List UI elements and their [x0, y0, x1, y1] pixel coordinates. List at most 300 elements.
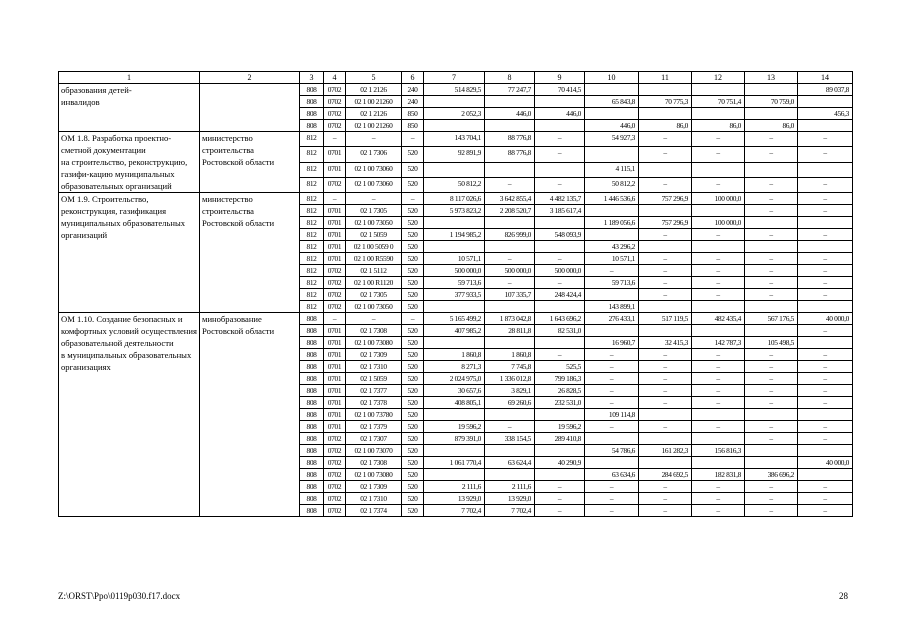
year-2016-cell — [585, 289, 639, 301]
total-value-cell: 92 891,9 — [424, 147, 485, 162]
total-value-cell — [424, 409, 485, 421]
grbs-code-cell: 808 — [300, 481, 324, 493]
target-code-cell: 02 1 00 73080 — [346, 469, 402, 481]
grbs-code-cell: 808 — [300, 349, 324, 361]
year-2017-cell: 757 296,9 — [639, 217, 692, 229]
target-code-cell: 02 1 7307 — [346, 433, 402, 445]
section-code-cell: 0701 — [324, 205, 346, 217]
column-number: 11 — [639, 72, 692, 84]
year-2018-cell: 142 787,3 — [692, 337, 745, 349]
year-2020-cell: – — [798, 397, 853, 409]
year-2016-cell: 54 927,3 — [585, 132, 639, 147]
year-2014-cell: 77 247,7 — [485, 84, 535, 96]
target-code-cell: – — [346, 193, 402, 205]
expense-type-cell: 240 — [402, 84, 424, 96]
year-2019-cell: 567 176,5 — [745, 313, 798, 325]
year-2017-cell: – — [639, 361, 692, 373]
year-2018-cell: – — [692, 481, 745, 493]
table-row — [59, 313, 853, 325]
year-2015-cell: 3 185 617,4 — [535, 205, 585, 217]
expense-type-cell: 520 — [402, 265, 424, 277]
section-code-cell: 0701 — [324, 253, 346, 265]
year-2015-cell: 446,0 — [535, 108, 585, 120]
grbs-code-cell: 808 — [300, 96, 324, 108]
year-2014-cell: 826 999,0 — [485, 229, 535, 241]
grbs-code-cell: 812 — [300, 217, 324, 229]
year-2016-cell: 1 446 536,6 — [585, 193, 639, 205]
section-code-cell: 0701 — [324, 421, 346, 433]
year-2015-cell: 82 531,0 — [535, 325, 585, 337]
responsible-org-cell: министерство строительства Ростовской области — [200, 132, 300, 193]
grbs-code-cell: 808 — [300, 409, 324, 421]
year-2020-cell — [798, 217, 853, 229]
year-2016-cell — [585, 84, 639, 96]
year-2019-cell: – — [745, 505, 798, 517]
section-code-cell: 0702 — [324, 457, 346, 469]
year-2020-cell: – — [798, 193, 853, 205]
section-code-cell: 0701 — [324, 217, 346, 229]
table-row — [59, 84, 853, 96]
year-2014-cell: 7 702,4 — [485, 505, 535, 517]
year-2015-cell: 70 414,5 — [535, 84, 585, 96]
target-code-cell: 02 1 00 73050 — [346, 217, 402, 229]
year-2015-cell: 289 410,8 — [535, 433, 585, 445]
year-2018-cell: – — [692, 177, 745, 192]
year-2019-cell: – — [745, 481, 798, 493]
year-2017-cell — [639, 162, 692, 177]
year-2019-cell: – — [745, 397, 798, 409]
section-code-cell: 0702 — [324, 265, 346, 277]
budget-table — [58, 71, 853, 517]
year-2019-cell: – — [745, 493, 798, 505]
total-value-cell: 1 061 770,4 — [424, 457, 485, 469]
page-number: 28 — [839, 591, 848, 601]
target-code-cell: 02 1 7378 — [346, 397, 402, 409]
year-2016-cell: 446,0 — [585, 120, 639, 132]
year-2019-cell: – — [745, 289, 798, 301]
expense-type-cell: 520 — [402, 277, 424, 289]
year-2017-cell — [639, 409, 692, 421]
year-2016-cell: – — [585, 421, 639, 433]
year-2020-cell: – — [798, 325, 853, 337]
grbs-code-cell: 808 — [300, 445, 324, 457]
year-2020-cell: – — [798, 177, 853, 192]
total-value-cell: 59 713,6 — [424, 277, 485, 289]
section-code-cell: 0702 — [324, 469, 346, 481]
year-2014-cell — [485, 96, 535, 108]
year-2015-cell: 40 290,9 — [535, 457, 585, 469]
year-2020-cell: – — [798, 481, 853, 493]
section-code-cell: 0702 — [324, 433, 346, 445]
year-2020-cell: 89 037,8 — [798, 84, 853, 96]
year-2014-cell: 1 860,8 — [485, 349, 535, 361]
year-2016-cell — [585, 205, 639, 217]
section-code-cell: 0701 — [324, 325, 346, 337]
year-2015-cell — [535, 409, 585, 421]
year-2019-cell: – — [745, 433, 798, 445]
year-2016-cell: 276 433,1 — [585, 313, 639, 325]
target-code-cell: 02 1 7305 — [346, 289, 402, 301]
year-2014-cell: 3 642 855,4 — [485, 193, 535, 205]
expense-type-cell: – — [402, 132, 424, 147]
year-2020-cell — [798, 337, 853, 349]
total-value-cell: 30 657,6 — [424, 385, 485, 397]
section-code-cell: 0701 — [324, 349, 346, 361]
year-2020-cell: 456,3 — [798, 108, 853, 120]
year-2017-cell: – — [639, 132, 692, 147]
grbs-code-cell: 808 — [300, 361, 324, 373]
year-2015-cell: – — [535, 505, 585, 517]
year-2020-cell: – — [798, 132, 853, 147]
year-2017-cell: – — [639, 421, 692, 433]
year-2020-cell: – — [798, 505, 853, 517]
year-2016-cell: – — [585, 505, 639, 517]
year-2015-cell: – — [535, 277, 585, 289]
year-2019-cell — [745, 84, 798, 96]
year-2015-cell: – — [535, 253, 585, 265]
total-value-cell: 1 194 985,2 — [424, 229, 485, 241]
column-number: 10 — [585, 72, 639, 84]
section-code-cell: 0702 — [324, 84, 346, 96]
expense-type-cell: 520 — [402, 241, 424, 253]
target-code-cell: 02 1 7306 — [346, 147, 402, 162]
total-value-cell: 879 391,0 — [424, 433, 485, 445]
target-code-cell: 02 1 7308 — [346, 325, 402, 337]
year-2015-cell: 19 596,2 — [535, 421, 585, 433]
year-2020-cell — [798, 96, 853, 108]
column-number: 13 — [745, 72, 798, 84]
year-2020-cell: – — [798, 421, 853, 433]
total-value-cell: 8 117 026,6 — [424, 193, 485, 205]
column-number: 7 — [424, 72, 485, 84]
year-2014-cell: 338 154,5 — [485, 433, 535, 445]
section-code-cell: – — [324, 193, 346, 205]
year-2016-cell: – — [585, 385, 639, 397]
grbs-code-cell: 812 — [300, 147, 324, 162]
grbs-code-cell: 812 — [300, 229, 324, 241]
year-2015-cell — [535, 337, 585, 349]
year-2017-cell — [639, 84, 692, 96]
expense-type-cell: 520 — [402, 177, 424, 192]
year-2019-cell: – — [745, 349, 798, 361]
year-2018-cell: 482 435,4 — [692, 313, 745, 325]
total-value-cell — [424, 241, 485, 253]
total-value-cell: 377 933,5 — [424, 289, 485, 301]
year-2015-cell — [535, 120, 585, 132]
year-2015-cell — [535, 445, 585, 457]
year-2018-cell — [692, 162, 745, 177]
total-value-cell — [424, 96, 485, 108]
expense-type-cell: 520 — [402, 361, 424, 373]
year-2015-cell — [535, 217, 585, 229]
year-2020-cell — [798, 445, 853, 457]
expense-type-cell: 520 — [402, 469, 424, 481]
total-value-cell: 514 829,5 — [424, 84, 485, 96]
table-body — [59, 72, 853, 517]
total-value-cell: 2 052,3 — [424, 108, 485, 120]
year-2016-cell: – — [585, 265, 639, 277]
target-code-cell: 02 1 00 73060 — [346, 162, 402, 177]
expense-type-cell: 520 — [402, 385, 424, 397]
year-2018-cell: 182 831,8 — [692, 469, 745, 481]
year-2019-cell: – — [745, 147, 798, 162]
expense-type-cell: 520 — [402, 349, 424, 361]
responsible-org-cell — [200, 84, 300, 132]
year-2016-cell — [585, 229, 639, 241]
total-value-cell: 1 860,8 — [424, 349, 485, 361]
expense-type-cell: 520 — [402, 217, 424, 229]
target-code-cell: 02 1 7308 — [346, 457, 402, 469]
year-2018-cell: 156 816,3 — [692, 445, 745, 457]
column-number: 4 — [324, 72, 346, 84]
section-code-cell: 0701 — [324, 162, 346, 177]
target-code-cell: – — [346, 313, 402, 325]
grbs-code-cell: 808 — [300, 421, 324, 433]
year-2014-cell: 69 260,6 — [485, 397, 535, 409]
year-2017-cell: – — [639, 147, 692, 162]
expense-type-cell: 520 — [402, 433, 424, 445]
responsible-org-cell: министерство строительства Ростовской области — [200, 193, 300, 313]
year-2016-cell: 43 296,2 — [585, 241, 639, 253]
target-code-cell: 02 1 7309 — [346, 349, 402, 361]
grbs-code-cell: 812 — [300, 301, 324, 313]
section-code-cell: 0702 — [324, 505, 346, 517]
expense-type-cell: 520 — [402, 409, 424, 421]
year-2015-cell — [535, 469, 585, 481]
grbs-code-cell: 808 — [300, 373, 324, 385]
year-2016-cell: – — [585, 361, 639, 373]
year-2019-cell — [745, 409, 798, 421]
grbs-code-cell: 808 — [300, 385, 324, 397]
year-2017-cell — [639, 108, 692, 120]
year-2017-cell: 161 282,3 — [639, 445, 692, 457]
table-row — [59, 193, 853, 205]
year-2020-cell — [798, 241, 853, 253]
year-2014-cell: – — [485, 253, 535, 265]
section-code-cell: 0701 — [324, 409, 346, 421]
section-code-cell: 0702 — [324, 108, 346, 120]
year-2015-cell: 548 093,9 — [535, 229, 585, 241]
activity-name-cell: образования детей- инвалидов — [59, 84, 200, 132]
year-2019-cell: – — [745, 385, 798, 397]
section-code-cell: 0702 — [324, 289, 346, 301]
year-2014-cell: 28 811,8 — [485, 325, 535, 337]
year-2017-cell: – — [639, 373, 692, 385]
year-2020-cell — [798, 469, 853, 481]
year-2020-cell: – — [798, 265, 853, 277]
year-2016-cell — [585, 457, 639, 469]
activity-name-cell: ОМ 1.8. Разработка проектно-сметной документации на строительство, реконструкцию, газифи-кацию муниципальных образовательных организаций — [59, 132, 200, 193]
year-2018-cell: – — [692, 505, 745, 517]
year-2015-cell: 799 186,3 — [535, 373, 585, 385]
year-2017-cell — [639, 325, 692, 337]
year-2014-cell — [485, 301, 535, 313]
target-code-cell: 02 1 7309 — [346, 481, 402, 493]
grbs-code-cell: 812 — [300, 162, 324, 177]
target-code-cell: 02 1 00 73070 — [346, 445, 402, 457]
year-2019-cell: – — [745, 277, 798, 289]
year-2016-cell: – — [585, 481, 639, 493]
year-2018-cell: – — [692, 373, 745, 385]
year-2018-cell: – — [692, 277, 745, 289]
year-2017-cell: 284 692,5 — [639, 469, 692, 481]
year-2017-cell: – — [639, 277, 692, 289]
year-2016-cell: – — [585, 397, 639, 409]
grbs-code-cell: 808 — [300, 433, 324, 445]
year-2016-cell: 4 115,1 — [585, 162, 639, 177]
total-value-cell: 8 271,3 — [424, 361, 485, 373]
year-2017-cell — [639, 301, 692, 313]
year-2016-cell: 65 843,8 — [585, 96, 639, 108]
year-2014-cell — [485, 445, 535, 457]
year-2020-cell: – — [798, 229, 853, 241]
grbs-code-cell: 808 — [300, 84, 324, 96]
year-2019-cell: – — [745, 265, 798, 277]
expense-type-cell: 240 — [402, 96, 424, 108]
column-number: 14 — [798, 72, 853, 84]
section-code-cell: 0701 — [324, 361, 346, 373]
section-code-cell: 0702 — [324, 481, 346, 493]
expense-type-cell: 520 — [402, 337, 424, 349]
expense-type-cell: 520 — [402, 229, 424, 241]
year-2017-cell — [639, 241, 692, 253]
target-code-cell: – — [346, 132, 402, 147]
year-2018-cell — [692, 205, 745, 217]
year-2014-cell — [485, 409, 535, 421]
year-2018-cell: – — [692, 361, 745, 373]
year-2018-cell — [692, 301, 745, 313]
year-2016-cell — [585, 325, 639, 337]
expense-type-cell: 520 — [402, 147, 424, 162]
year-2015-cell: 248 424,4 — [535, 289, 585, 301]
column-number-row — [59, 72, 853, 84]
total-value-cell: 19 596,2 — [424, 421, 485, 433]
grbs-code-cell: 808 — [300, 337, 324, 349]
expense-type-cell: 520 — [402, 397, 424, 409]
total-value-cell: 7 702,4 — [424, 505, 485, 517]
year-2018-cell: – — [692, 265, 745, 277]
year-2020-cell: – — [798, 147, 853, 162]
grbs-code-cell: 808 — [300, 120, 324, 132]
year-2014-cell — [485, 217, 535, 229]
year-2019-cell: 105 498,5 — [745, 337, 798, 349]
total-value-cell — [424, 445, 485, 457]
year-2018-cell: – — [692, 289, 745, 301]
year-2017-cell: – — [639, 349, 692, 361]
year-2016-cell: – — [585, 493, 639, 505]
target-code-cell: 02 1 00 R1120 — [346, 277, 402, 289]
column-number: 9 — [535, 72, 585, 84]
year-2019-cell — [745, 241, 798, 253]
year-2019-cell: – — [745, 205, 798, 217]
year-2017-cell: – — [639, 505, 692, 517]
year-2014-cell — [485, 337, 535, 349]
expense-type-cell: 520 — [402, 445, 424, 457]
year-2019-cell — [745, 301, 798, 313]
section-code-cell: 0701 — [324, 397, 346, 409]
target-code-cell: 02 1 2126 — [346, 108, 402, 120]
year-2019-cell: – — [745, 177, 798, 192]
target-code-cell: 02 1 5112 — [346, 265, 402, 277]
expense-type-cell: 520 — [402, 205, 424, 217]
total-value-cell — [424, 469, 485, 481]
year-2018-cell: – — [692, 421, 745, 433]
year-2014-cell: 88 776,8 — [485, 147, 535, 162]
year-2015-cell — [535, 301, 585, 313]
year-2019-cell: – — [745, 361, 798, 373]
year-2020-cell: 40 000,0 — [798, 457, 853, 469]
year-2014-cell: – — [485, 177, 535, 192]
year-2016-cell: 143 899,1 — [585, 301, 639, 313]
column-number: 3 — [300, 72, 324, 84]
grbs-code-cell: 808 — [300, 457, 324, 469]
year-2019-cell: – — [745, 373, 798, 385]
expense-type-cell: 520 — [402, 481, 424, 493]
year-2019-cell: 86,0 — [745, 120, 798, 132]
grbs-code-cell: 812 — [300, 265, 324, 277]
year-2014-cell: 13 929,0 — [485, 493, 535, 505]
year-2014-cell: 2 111,6 — [485, 481, 535, 493]
year-2014-cell: 7 745,8 — [485, 361, 535, 373]
column-number: 8 — [485, 72, 535, 84]
year-2019-cell — [745, 457, 798, 469]
expense-type-cell: 520 — [402, 505, 424, 517]
year-2017-cell — [639, 433, 692, 445]
column-number: 5 — [346, 72, 402, 84]
grbs-code-cell: 812 — [300, 241, 324, 253]
section-code-cell: 0701 — [324, 385, 346, 397]
year-2016-cell: 63 634,6 — [585, 469, 639, 481]
grbs-code-cell: 808 — [300, 325, 324, 337]
section-code-cell: 0702 — [324, 301, 346, 313]
expense-type-cell: 520 — [402, 457, 424, 469]
expense-type-cell: 520 — [402, 421, 424, 433]
year-2018-cell: 86,0 — [692, 120, 745, 132]
year-2016-cell — [585, 147, 639, 162]
budget-table-sheet — [58, 71, 852, 517]
expense-type-cell: 520 — [402, 253, 424, 265]
year-2015-cell: 525,5 — [535, 361, 585, 373]
activity-name-cell: ОМ 1.9. Строительство, реконструкция, газификация муниципальных образовательных организаций — [59, 193, 200, 313]
year-2018-cell — [692, 108, 745, 120]
year-2017-cell: – — [639, 385, 692, 397]
total-value-cell: 500 000,0 — [424, 265, 485, 277]
grbs-code-cell: 812 — [300, 289, 324, 301]
year-2018-cell: 70 751,4 — [692, 96, 745, 108]
section-code-cell: 0701 — [324, 147, 346, 162]
column-number: 1 — [59, 72, 200, 84]
year-2018-cell: – — [692, 385, 745, 397]
grbs-code-cell: 812 — [300, 253, 324, 265]
section-code-cell: – — [324, 313, 346, 325]
year-2016-cell: 109 114,8 — [585, 409, 639, 421]
total-value-cell: 143 704,1 — [424, 132, 485, 147]
year-2018-cell — [692, 241, 745, 253]
year-2014-cell: 500 000,0 — [485, 265, 535, 277]
year-2015-cell — [535, 241, 585, 253]
year-2016-cell — [585, 433, 639, 445]
document-path: Z:\ORST\Ppo\0119p030.f17.docx — [58, 591, 181, 601]
expense-type-cell: 850 — [402, 120, 424, 132]
year-2015-cell: – — [535, 147, 585, 162]
year-2020-cell: – — [798, 361, 853, 373]
target-code-cell: 02 1 5059 — [346, 229, 402, 241]
expense-type-cell: 520 — [402, 162, 424, 177]
year-2014-cell: 63 624,4 — [485, 457, 535, 469]
year-2016-cell: 1 189 056,6 — [585, 217, 639, 229]
total-value-cell — [424, 301, 485, 313]
year-2014-cell — [485, 469, 535, 481]
